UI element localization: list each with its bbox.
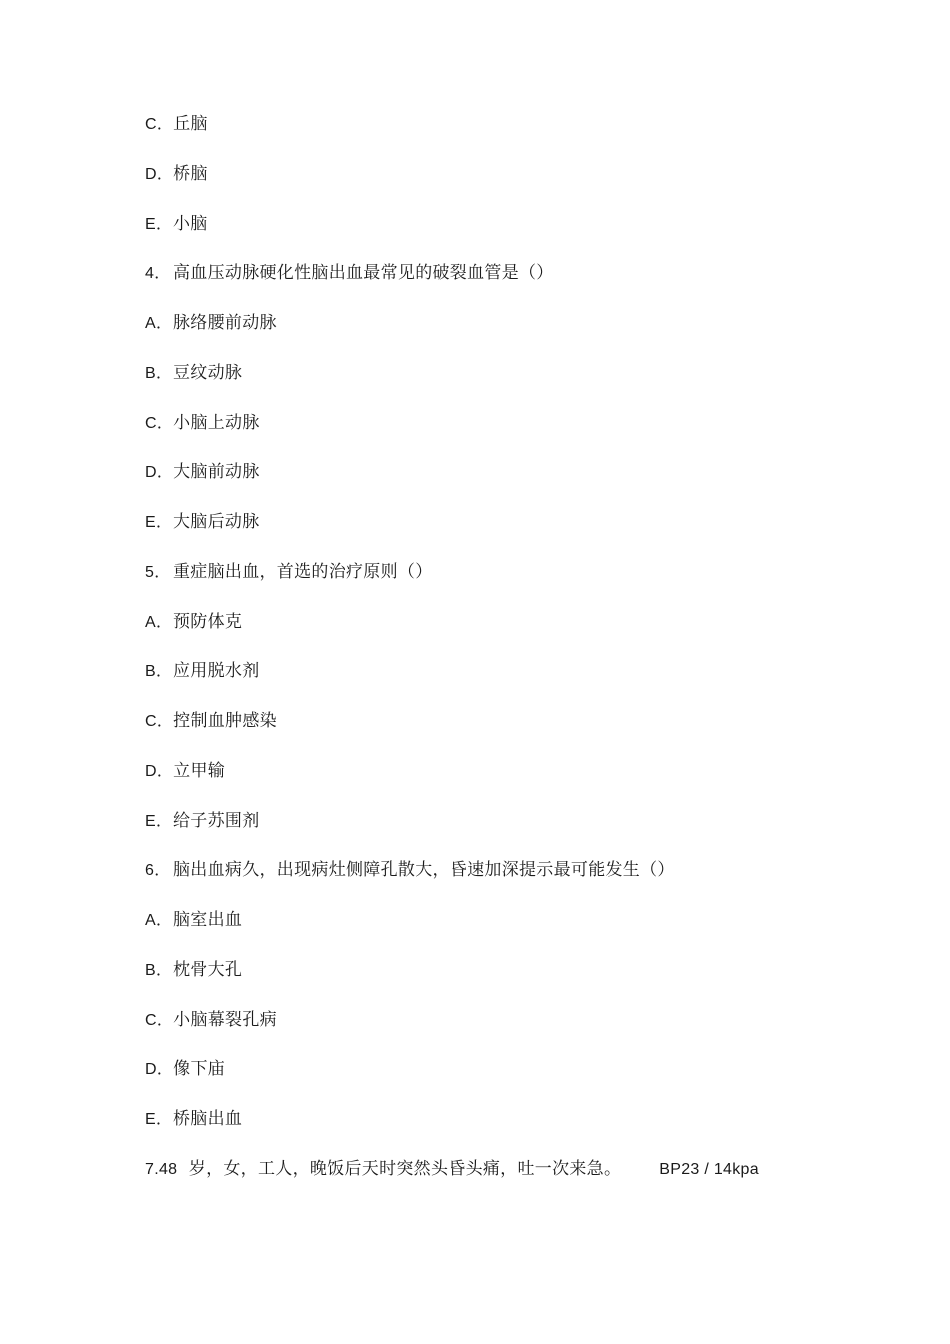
- option-text: 丘脑: [173, 114, 208, 134]
- option-text: 大脑后动脉: [173, 512, 260, 532]
- option-a: [145, 309, 845, 359]
- option-label: A．: [145, 912, 173, 929]
- option-e: [145, 508, 845, 558]
- option-d: [145, 757, 845, 807]
- option-label: E．: [145, 514, 173, 531]
- option-label: D．: [145, 165, 174, 183]
- option-text: 应用脱水剂: [173, 661, 260, 682]
- option-text: 给子苏围剂: [173, 810, 260, 831]
- option-text: 枕骨大孔: [173, 959, 243, 980]
- question-number: 5．: [145, 563, 171, 581]
- question-number: 7.48: [145, 1160, 178, 1178]
- option-label: D．: [145, 1061, 174, 1079]
- question-text: 重症脑出血，首选的治疗原则（）: [173, 561, 433, 582]
- option-c: [145, 409, 845, 459]
- option-b: [145, 956, 845, 1006]
- option-label: C．: [145, 116, 174, 133]
- option-text: 立甲输: [173, 760, 226, 781]
- option-b: [145, 359, 845, 409]
- option-label: C．: [145, 713, 174, 730]
- option-label: D．: [145, 762, 174, 780]
- option-d: [145, 1055, 845, 1105]
- question-6: [145, 856, 845, 906]
- option-e: [145, 1105, 845, 1155]
- option-text: 桥脑: [173, 163, 208, 184]
- option-d-pons: [145, 160, 845, 210]
- option-label: A．: [145, 613, 173, 631]
- option-a: [145, 608, 845, 658]
- blood-pressure-value: BP23 / 14kpa: [659, 1160, 759, 1178]
- question-list: [145, 110, 845, 1205]
- option-label: B．: [145, 961, 173, 979]
- option-label: E．: [145, 1111, 173, 1128]
- option-text: 控制血肿感染: [173, 711, 277, 731]
- option-text: 桥脑出血: [173, 1109, 243, 1129]
- option-b: [145, 657, 845, 707]
- option-label: C．: [145, 414, 174, 432]
- option-c-thalamus: [145, 110, 845, 160]
- option-text: 小脑幕裂孔病: [173, 1009, 277, 1030]
- option-text: 预防体克: [173, 611, 243, 632]
- question-number: 4．: [145, 265, 171, 283]
- question-text: 脑出血病久，出现病灶侧障孔散大，昏速加深提示最可能发生（）: [173, 860, 675, 881]
- option-text: 豆纹动脉: [173, 362, 243, 383]
- question-text: 高血压动脉硬化性脑出血最常见的破裂血管是（）: [173, 263, 554, 284]
- option-d: [145, 458, 845, 508]
- option-text: 像下庙: [173, 1059, 226, 1080]
- question-text: 岁，女，工人，晚饭后天时突然头昏头痛，吐一次来急。: [188, 1158, 622, 1179]
- question-4: [145, 259, 845, 309]
- option-c: [145, 707, 845, 757]
- option-e: [145, 807, 845, 857]
- option-label: B．: [145, 364, 173, 382]
- option-label: D．: [145, 464, 174, 482]
- option-label: B．: [145, 663, 173, 681]
- question-7: [145, 1155, 845, 1205]
- question-number: 6．: [145, 862, 171, 880]
- option-label: E．: [145, 812, 173, 830]
- option-text: 小脑: [173, 213, 208, 234]
- option-c: [145, 1006, 845, 1056]
- option-text: 小脑上动脉: [173, 412, 260, 433]
- option-e-cerebellum: [145, 210, 845, 260]
- option-label: C．: [145, 1011, 174, 1029]
- option-a: [145, 906, 845, 956]
- option-text: 脉络腰前动脉: [173, 313, 277, 333]
- question-5: [145, 558, 845, 608]
- option-text: 大脑前动脉: [173, 462, 260, 483]
- option-text: 脑室出血: [173, 910, 243, 930]
- option-label: E．: [145, 215, 173, 233]
- option-label: A．: [145, 315, 173, 332]
